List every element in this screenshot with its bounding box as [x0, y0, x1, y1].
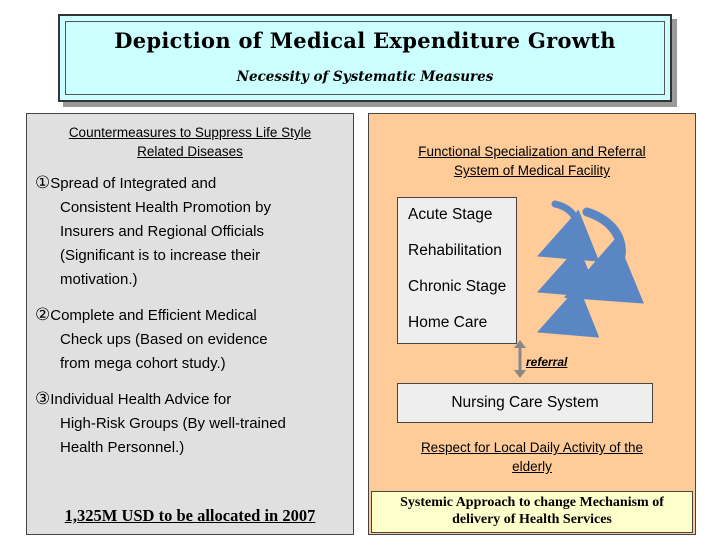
- stage-home-care: Home Care: [408, 314, 488, 331]
- respect-line1: Respect for Local Daily Activity of the: [420, 440, 644, 455]
- arrow-rehab-to-chronic-icon: [555, 246, 577, 282]
- circled-number-1: ①: [35, 173, 51, 192]
- stage-rehabilitation: Rehabilitation: [408, 242, 502, 259]
- page-subtitle: Necessity of Systematic Measures: [236, 69, 494, 85]
- item-2-first-line: Complete and Efficient Medical: [50, 307, 257, 324]
- referral-system-panel: [368, 113, 696, 535]
- item-1-line-3: Insurers and Regional Officials: [60, 223, 264, 240]
- item-1-first-line: Spread of Integrated and: [50, 175, 217, 192]
- circled-number-2: ②: [35, 305, 51, 324]
- referral-heading-line2: System of Medical Facility: [453, 163, 611, 178]
- page-title: Depiction of Medical Expenditure Growth: [114, 28, 616, 53]
- countermeasures-heading-line1: Countermeasures to Suppress Life Style: [68, 125, 312, 140]
- item-1-line-2: Consistent Health Promotion by: [60, 199, 271, 216]
- arrow-acute-to-rehab-icon: [555, 204, 577, 246]
- referral-heading-line1: Functional Specialization and Referral: [418, 144, 646, 159]
- systemic-line2: delivery of Health Services: [452, 512, 612, 527]
- respect-local-activity-text: [379, 438, 685, 476]
- item-3-first-line: Individual Health Advice for: [50, 391, 232, 408]
- item-3-line-3: Health Personnel.): [60, 439, 185, 456]
- circled-number-3: ③: [35, 389, 51, 408]
- countermeasures-panel: [26, 113, 354, 535]
- referral-label: referral: [526, 355, 568, 369]
- stage-acute: Acute Stage: [408, 206, 493, 223]
- item-2-line-2: Check ups (Based on evidence: [60, 331, 268, 348]
- budget-text: 1,325M USD to be allocated in 2007: [64, 506, 316, 525]
- item-1-line-4: (Significant is to increase their: [60, 247, 261, 264]
- countermeasures-heading: [27, 123, 353, 161]
- arrow-acute-to-chronic-icon: [587, 212, 621, 284]
- nursing-care-system-box: Nursing Care System: [397, 383, 653, 423]
- item-2-line-3: from mega cohort study.): [60, 355, 226, 372]
- countermeasure-item-3: [35, 387, 345, 460]
- systemic-line1: Systemic Approach to change Mechanism of: [400, 495, 664, 510]
- item-3-line-2: High-Risk Groups (By well-trained: [60, 415, 286, 432]
- stage-chronic: Chronic Stage: [408, 278, 507, 295]
- respect-line2: elderly: [512, 459, 552, 474]
- arrow-chronic-to-home-icon: [555, 286, 577, 322]
- countermeasure-item-2: [35, 303, 345, 376]
- systemic-approach-box: [371, 491, 693, 533]
- countermeasure-item-1: [35, 171, 345, 292]
- title-box: [58, 14, 672, 102]
- countermeasures-heading-line2: Related Diseases: [137, 144, 243, 159]
- referral-double-arrow-icon: [514, 340, 526, 378]
- item-1-line-5: motivation.): [60, 271, 138, 288]
